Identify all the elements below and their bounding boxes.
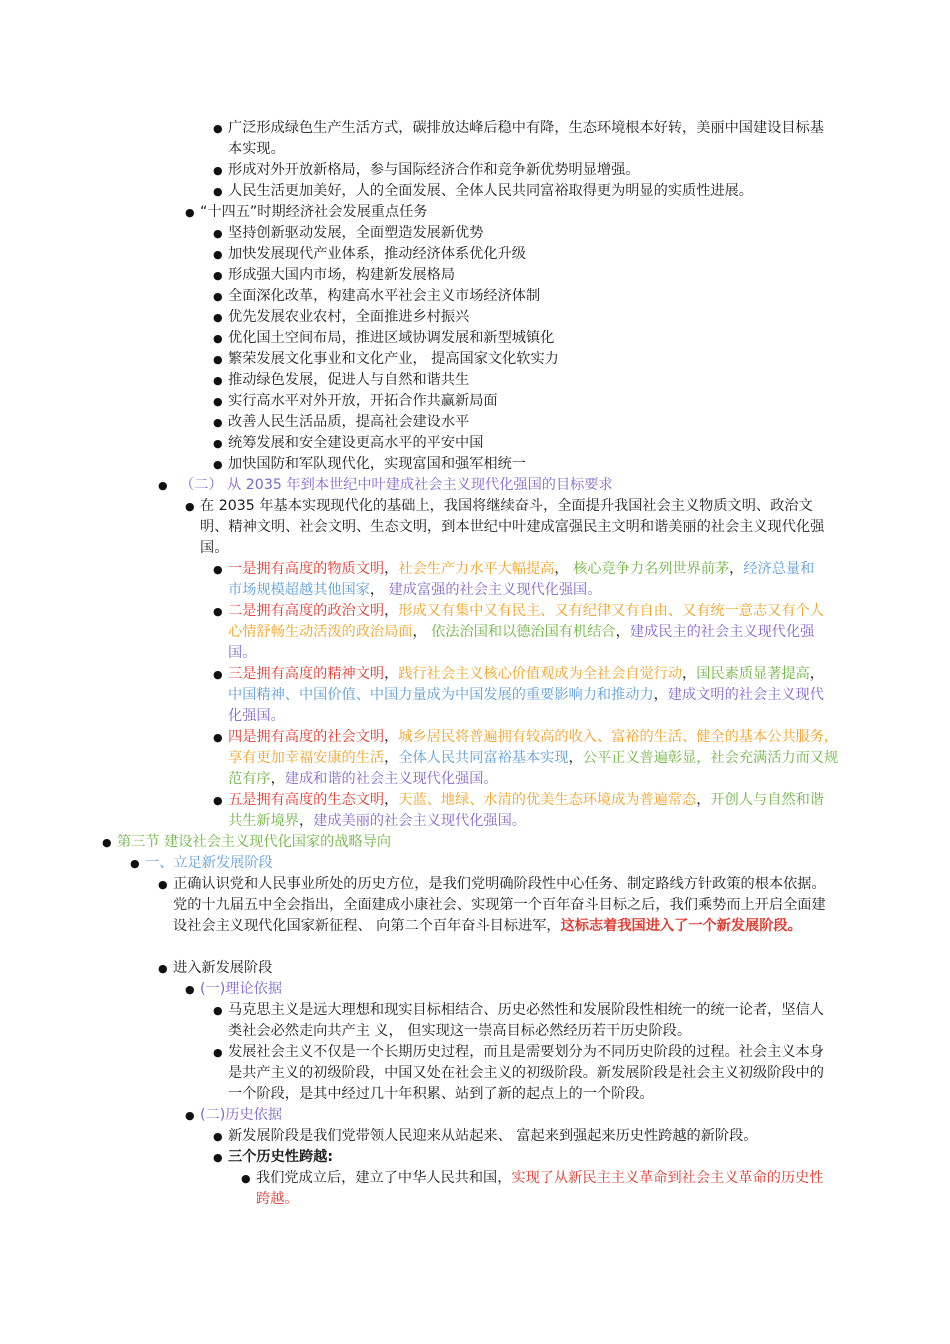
- text-run: 我们党成立后，建立了中华人民共和国，: [256, 1170, 512, 1186]
- list-item: [228, 244, 838, 265]
- text-run: ，: [696, 792, 711, 808]
- text-run: ，: [384, 792, 399, 808]
- bullet-icon: ●: [185, 983, 195, 996]
- bullet-icon: ●: [213, 458, 223, 471]
- bullet-icon: ●: [213, 164, 223, 177]
- bullet-icon: ●: [213, 269, 223, 282]
- list-item: [228, 1126, 838, 1147]
- bullet-icon: ●: [213, 311, 223, 324]
- list-item: [200, 202, 840, 223]
- text-run: 加快发展现代产业体系，推动经济体系优化升级: [228, 246, 526, 262]
- list-item: [228, 727, 843, 790]
- text-run: 建成富强的社会主义现代化强国。: [388, 582, 602, 598]
- text-run: 经济总量和市场规模超越其他国家: [228, 561, 815, 598]
- text-run: 新发展阶段是我们党带领人民迎来从站起来、 富起来到强起来历史性跨越的新阶段。: [228, 1128, 758, 1144]
- list-item: [228, 307, 838, 328]
- text-run: 开创人与自然和谐共生新境界: [228, 792, 824, 829]
- text-run: 形成对外开放新格局，参与国际经济合作和竞争新优势明显增强。: [228, 162, 640, 178]
- bullet-icon: ●: [213, 416, 223, 429]
- bullet-icon: ●: [241, 1172, 251, 1185]
- list-item: [228, 349, 838, 370]
- bullet-icon: ●: [130, 857, 140, 870]
- text-run: (二)历史依据: [200, 1107, 283, 1123]
- text-run: 实行高水平对外开放，开拓合作共赢新局面: [228, 393, 498, 409]
- bullet-icon: ●: [213, 1004, 223, 1017]
- bullet-icon: ●: [213, 794, 223, 807]
- bullet-icon: ●: [213, 290, 223, 303]
- list-item: [228, 391, 838, 412]
- text-run: ，: [412, 624, 432, 640]
- list-item: [228, 1042, 838, 1105]
- text-run: 优先发展农业农村，全面推进乡村振兴: [228, 309, 470, 325]
- bullet-icon: ●: [185, 1109, 195, 1122]
- list-item: [228, 328, 838, 349]
- list-item: [173, 958, 833, 979]
- bullet-icon: ●: [213, 353, 223, 366]
- list-item: [117, 832, 817, 853]
- text-run: 发展社会主义不仅是一个长期历史过程，而且是需要划分为不同历史阶段的过程。社会主义本身是共产主义的初级阶段，中国又处在社会主义的初级阶段。新发展阶段是社会主义初级阶段中的一个阶段，是其中经过几十年积累、站到了新的起点上的一个阶段。: [228, 1044, 824, 1102]
- list-item: [228, 559, 828, 601]
- list-item: [145, 853, 825, 874]
- list-item: [200, 496, 830, 559]
- text-run: ，: [369, 582, 389, 598]
- text-run: ，: [270, 771, 285, 787]
- list-item: [180, 475, 820, 496]
- text-run: 一是拥有高度的物质文明: [228, 561, 385, 577]
- bullet-icon: ●: [213, 605, 223, 618]
- list-item: [228, 433, 838, 454]
- text-run: 全体人民共同富裕基本实现: [398, 750, 569, 766]
- text-run: ，: [384, 666, 399, 682]
- text-run: 推动绿色发展，促进人与自然和谐共生: [228, 372, 470, 388]
- list-item: [228, 223, 838, 244]
- text-run: 建成美丽的社会主义现代化强国。: [313, 813, 526, 829]
- text-run: 天蓝、地绿、水清的优美生态环境成为普遍常态: [398, 792, 697, 808]
- list-item: [200, 979, 840, 1000]
- text-run: 四是拥有高度的社会文明: [228, 729, 385, 745]
- text-run: ，: [653, 687, 668, 703]
- bullet-icon: ●: [213, 248, 223, 261]
- text-run: 广泛形成绿色生产生活方式，碳排放达峰后稳中有降，生态环境根本好转，美丽中国建设目标基本实现。: [228, 120, 824, 157]
- bullet-icon: ●: [213, 731, 223, 744]
- text-run: ，: [298, 813, 314, 829]
- list-item: [228, 790, 838, 832]
- list-item: [228, 265, 838, 286]
- text-run: 全面深化改革，构建高水平社会主义市场经济体制: [228, 288, 541, 304]
- text-run: (一)理论依据: [200, 981, 283, 997]
- text-run: 人民生活更加美好，人的全面发展、全体人民共同富裕取得更为明显的实质性进展。: [228, 183, 753, 199]
- text-run: 三个历史性跨越:: [228, 1149, 333, 1165]
- text-run: 马克思主义是远大理想和现实目标相结合、历史必然性和发展阶段性相统一的统一论者，坚信人类社会必然走向共产主 义， 但实现这一崇高目标必然经历若干历史阶段。: [228, 1002, 824, 1039]
- bullet-icon: ●: [213, 1130, 223, 1143]
- text-run: 加快国防和军队现代化，实现富国和强军相统一: [228, 456, 526, 472]
- text-run: ，: [384, 750, 399, 766]
- bullet-icon: ●: [158, 479, 168, 492]
- text-run: ，: [384, 561, 399, 577]
- bullet-icon: ●: [185, 206, 195, 219]
- text-run: 中国精神、中国价值、中国力量成为中国发展的重要影响力和推动力: [228, 687, 654, 703]
- text-run: ，: [554, 561, 574, 577]
- text-run: 一、立足新发展阶段: [145, 855, 273, 871]
- text-run: 社会生产力水平大幅提高: [398, 561, 555, 577]
- bullet-icon: ●: [102, 836, 112, 849]
- text-run: （二） 从 2035 年到本世纪中叶建成社会主义现代化强国的目标要求: [180, 477, 613, 493]
- text-run: ，: [729, 561, 744, 577]
- list-item: [256, 1168, 836, 1210]
- text-run: 公平正义普遍彰显，社会充满活力而又规范有序: [228, 750, 839, 787]
- text-run: 三是拥有高度的精神文明: [228, 666, 385, 682]
- bullet-icon: ●: [158, 878, 168, 891]
- bullet-icon: ●: [213, 395, 223, 408]
- text-run: 建成文明的社会主义现代化强国。: [228, 687, 824, 724]
- bullet-icon: ●: [213, 185, 223, 198]
- text-run: 繁荣发展文化事业和文化产业， 提高国家文化软实力: [228, 351, 559, 367]
- text-run: 在 2035 年基本实现现代化的基础上，我国将继续奋斗，全面提升我国社会主义物质文明、政治文明、精神文明、社会文明、生态文明，到本世纪中叶建成富强民主文明和谐美丽的社会主义现代化强国。: [200, 498, 825, 556]
- bullet-icon: ●: [213, 1151, 223, 1164]
- text-run: ，: [384, 603, 399, 619]
- text-run: ，: [568, 750, 583, 766]
- text-run: 形成又有集中又有民主、又有纪律又有自由、又有统一意志又有个人心情舒畅生动活泼的政治局面: [228, 603, 824, 640]
- list-item: [173, 874, 833, 937]
- text-run: 形成强大国内市场，构建新发展格局: [228, 267, 456, 283]
- text-run: 坚持创新驱动发展，全面塑造发展新优势: [228, 225, 484, 241]
- text-run: 城乡居民将普遍拥有较高的收入、富裕的生活、健全的基本公共服务，享有更加幸福安康的生活: [228, 729, 839, 766]
- list-item: [228, 1147, 838, 1168]
- bullet-icon: ●: [185, 500, 195, 513]
- bullet-icon: ●: [213, 332, 223, 345]
- text-run: 进入新发展阶段: [173, 960, 273, 976]
- text-run: 五是拥有高度的生态文明: [228, 792, 385, 808]
- list-item: [228, 1000, 838, 1042]
- list-item: [228, 181, 838, 202]
- bullet-icon: ●: [213, 374, 223, 387]
- text-run: 建成民主的社会主义现代化强国。: [228, 624, 815, 661]
- bullet-icon: ●: [213, 563, 223, 576]
- list-item: [228, 412, 838, 433]
- list-item: [228, 286, 838, 307]
- text-run: 实现了从新民主主义革命到社会主义革命的历史性跨越。: [256, 1170, 824, 1207]
- bullet-icon: ●: [213, 227, 223, 240]
- bullet-icon: ●: [158, 962, 168, 975]
- list-item: [200, 1105, 840, 1126]
- bullet-icon: ●: [213, 437, 223, 450]
- list-item: [228, 601, 838, 664]
- text-run: 二是拥有高度的政治文明: [228, 603, 385, 619]
- text-run: 国民素质显著提高: [696, 666, 810, 682]
- text-run: ，: [682, 666, 697, 682]
- list-item: [228, 664, 838, 727]
- bullet-icon: ●: [213, 1046, 223, 1059]
- list-item: [228, 370, 838, 391]
- list-item: [228, 118, 838, 160]
- text-run: 改善人民生活品质，提高社会建设水平: [228, 414, 470, 430]
- text-run: ，: [615, 624, 630, 640]
- text-run: 践行社会主义核心价值观成为全社会自觉行动: [398, 666, 683, 682]
- list-item: [228, 160, 838, 181]
- text-run: ，: [809, 666, 824, 682]
- bullet-icon: ●: [213, 668, 223, 681]
- text-run: ，: [384, 729, 399, 745]
- text-run: 核心竞争力名列世界前茅: [573, 561, 730, 577]
- text-run: 统筹发展和安全建设更高水平的平安中国: [228, 435, 484, 451]
- text-run: 第三节 建设社会主义现代化国家的战略导向: [117, 834, 392, 850]
- bullet-icon: ●: [213, 122, 223, 135]
- text-run: 这标志着我国进入了一个新发展阶段。: [560, 918, 802, 934]
- list-item: [228, 454, 838, 475]
- text-run: 建成和谐的社会主义现代化强国。: [284, 771, 498, 787]
- text-run: 依法治国和以德治国有机结合: [431, 624, 616, 640]
- text-run: 优化国土空间布局，推进区域协调发展和新型城镇化: [228, 330, 555, 346]
- text-run: 正确认识党和人民事业所处的历史方位，是我们党明确阶段性中心任务、制定路线方针政策的根本依据。党的十九届五中全会指出，全面建成小康社会、实现第一个百年奋斗目标之后，我们乘势而上开启全面建设社会主义现代化国家新征程、 向第二个百年奋斗目标进军，: [173, 876, 826, 934]
- text-run: “十四五”时期经济社会发展重点任务: [200, 204, 428, 220]
